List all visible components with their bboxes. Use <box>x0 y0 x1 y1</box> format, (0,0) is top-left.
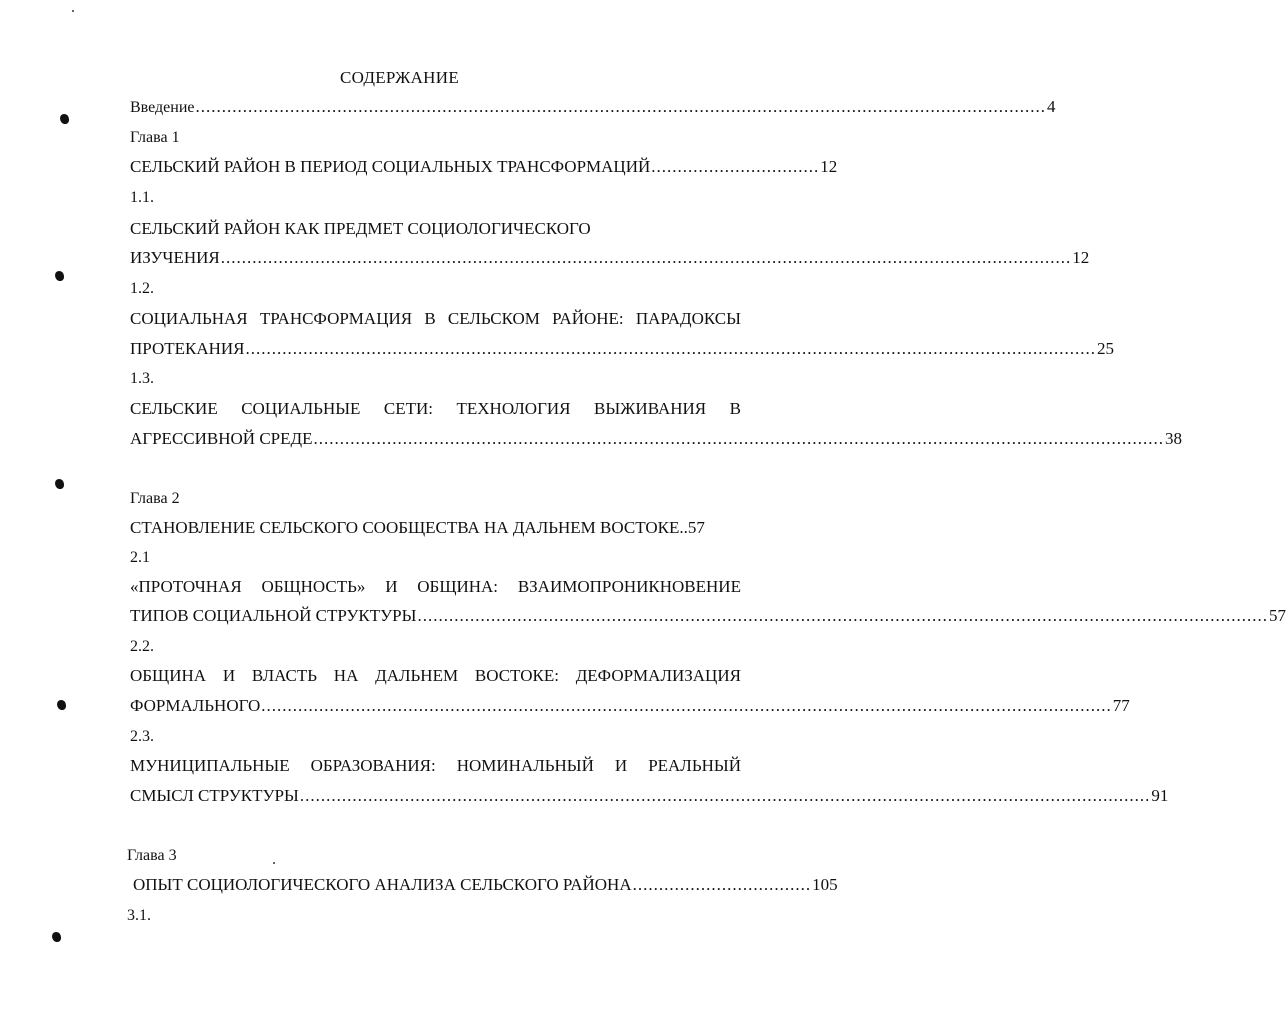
title-word: СЕЛЬСКОМ <box>447 309 540 328</box>
page-title: СОДЕРЖАНИЕ <box>339 68 460 87</box>
title-word: ОБРАЗОВАНИЯ: <box>310 756 436 775</box>
section-title-cont: ИЗУЧЕНИЯ <box>130 248 220 267</box>
section-number: 1.2. <box>130 280 154 297</box>
section-number: 1.3. <box>130 370 154 387</box>
toc-entry-chapter1 <box>130 157 838 177</box>
title-word: ТЕХНОЛОГИЯ <box>456 399 571 418</box>
title-word: ВЛАСТЬ <box>251 666 318 685</box>
title-word: СЕЛЬСКИЕ <box>130 399 218 418</box>
punch-mark <box>57 700 66 710</box>
title-word: ТРАНСФОРМАЦИЯ <box>259 309 413 328</box>
dot-leader: .................................................................................................................................................................. <box>313 429 1164 448</box>
section-title <box>130 399 741 419</box>
title-word: СОЦИАЛЬНАЯ <box>130 309 248 328</box>
dot-leader: .................................................................................................................................................................. <box>220 248 1072 267</box>
title-word: ДЕФОРМАЛИЗАЦИЯ <box>575 666 741 685</box>
title-word: ДАЛЬНЕМ <box>375 666 459 685</box>
section-title-cont: ТИПОВ СОЦИАЛЬНОЙ СТРУКТУРЫ <box>130 606 417 625</box>
toc-entry-intro <box>130 97 1056 118</box>
title-word: НА <box>333 666 359 685</box>
title-word: В <box>424 309 436 328</box>
toc-entry-chapter3 <box>133 875 838 895</box>
title-word: И <box>614 756 628 775</box>
toc-page-number: 105 <box>812 875 838 894</box>
chapter-label: Глава 2 <box>130 490 180 507</box>
dot-leader: .................................................................................................................................................................. <box>299 786 1151 805</box>
section-title-cont: ФОРМАЛЬНОГО <box>130 696 261 715</box>
title-word: РЕАЛЬНЫЙ <box>648 756 741 775</box>
dot-leader: .................................................................................................................................................................. <box>417 606 1268 625</box>
punch-mark <box>60 114 69 124</box>
punch-mark <box>52 932 61 942</box>
toc-page-number: 4 <box>1047 97 1056 116</box>
toc-entry-1-3 <box>130 429 1182 449</box>
toc-entry-1-2 <box>130 339 1114 359</box>
section-number: 2.2. <box>130 638 154 655</box>
toc-page-number: 12 <box>1072 248 1090 267</box>
chapter-label: Глава 3 <box>127 847 177 864</box>
toc-page-number: 12 <box>820 157 838 176</box>
chapter-title: СЕЛЬСКИЙ РАЙОН В ПЕРИОД СОЦИАЛЬНЫХ ТРАНСФОРМАЦИЙ <box>130 157 651 176</box>
punch-mark <box>55 479 64 489</box>
section-title: СЕЛЬСКИЙ РАЙОН КАК ПРЕДМЕТ СОЦИОЛОГИЧЕСКОГО <box>130 219 591 238</box>
title-word: СЕТИ: <box>383 399 434 418</box>
title-word: НОМИНАЛЬНЫЙ <box>456 756 594 775</box>
dot-leader: .................................................................................................................................................................. <box>261 696 1112 715</box>
scan-speck <box>273 862 275 864</box>
toc-page-number: 57 <box>1268 606 1286 625</box>
dot-leader: .................................. <box>632 875 812 894</box>
section-number: 3.1. <box>127 907 151 924</box>
title-word: В <box>729 399 741 418</box>
punch-mark <box>55 271 64 281</box>
section-title-cont: АГРЕССИВНОЙ СРЕДЕ <box>130 429 313 448</box>
title-word: И <box>222 666 236 685</box>
section-title <box>130 666 741 686</box>
toc-page-number: 38 <box>1164 429 1182 448</box>
dot-leader: .................................................................................................................................................................. <box>245 339 1096 358</box>
title-word: РАЙОНЕ: <box>552 309 624 328</box>
toc-page-number: 25 <box>1097 339 1114 358</box>
toc-page-number: 77 <box>1112 696 1130 715</box>
section-number: 1.1. <box>130 189 154 206</box>
title-word: «ПРОТОЧНАЯ <box>130 577 242 596</box>
toc-entry-2-3 <box>130 786 1169 806</box>
toc-entry-text: Введение <box>130 99 195 116</box>
section-title <box>130 577 741 597</box>
toc-page-number: 91 <box>1151 786 1169 805</box>
title-word: ОБЩИНА <box>130 666 207 685</box>
dot-leader: ................................ <box>651 157 820 176</box>
section-title <box>130 756 741 776</box>
section-title-cont: ПРОТЕКАНИЯ <box>130 339 245 358</box>
toc-entry-2-2 <box>130 696 1130 716</box>
title-word: ОБЩИНА: <box>417 577 499 596</box>
title-word: ВОСТОКЕ: <box>474 666 559 685</box>
title-word: ВЗАИМОПРОНИКНОВЕНИЕ <box>517 577 741 596</box>
toc-entry-2-1 <box>130 606 1286 626</box>
dot-leader: .................................................................................................................................................................. <box>195 97 1046 116</box>
section-number: 2.3. <box>130 728 154 745</box>
scan-speck <box>72 10 74 12</box>
title-word: И <box>385 577 398 596</box>
toc-entry-1-1 <box>130 248 1090 268</box>
chapter-label: Глава 1 <box>130 129 180 146</box>
title-word: СОЦИАЛЬНЫЕ <box>241 399 361 418</box>
title-word: ВЫЖИВАНИЯ <box>594 399 707 418</box>
chapter-title: ОПЫТ СОЦИОЛОГИЧЕСКОГО АНАЛИЗА СЕЛЬСКОГО РАЙОНА <box>133 875 632 894</box>
title-word: ПАРАДОКСЫ <box>635 309 741 328</box>
title-word: МУНИЦИПАЛЬНЫЕ <box>130 756 290 775</box>
section-title <box>130 309 741 329</box>
section-title-cont: СМЫСЛ СТРУКТУРЫ <box>130 786 299 805</box>
chapter-title: СТАНОВЛЕНИЕ СЕЛЬСКОГО СООБЩЕСТВА НА ДАЛЬНЕМ ВОСТОКЕ..57 <box>130 518 705 537</box>
title-word: ОБЩНОСТЬ» <box>261 577 366 596</box>
section-number: 2.1 <box>130 549 150 566</box>
